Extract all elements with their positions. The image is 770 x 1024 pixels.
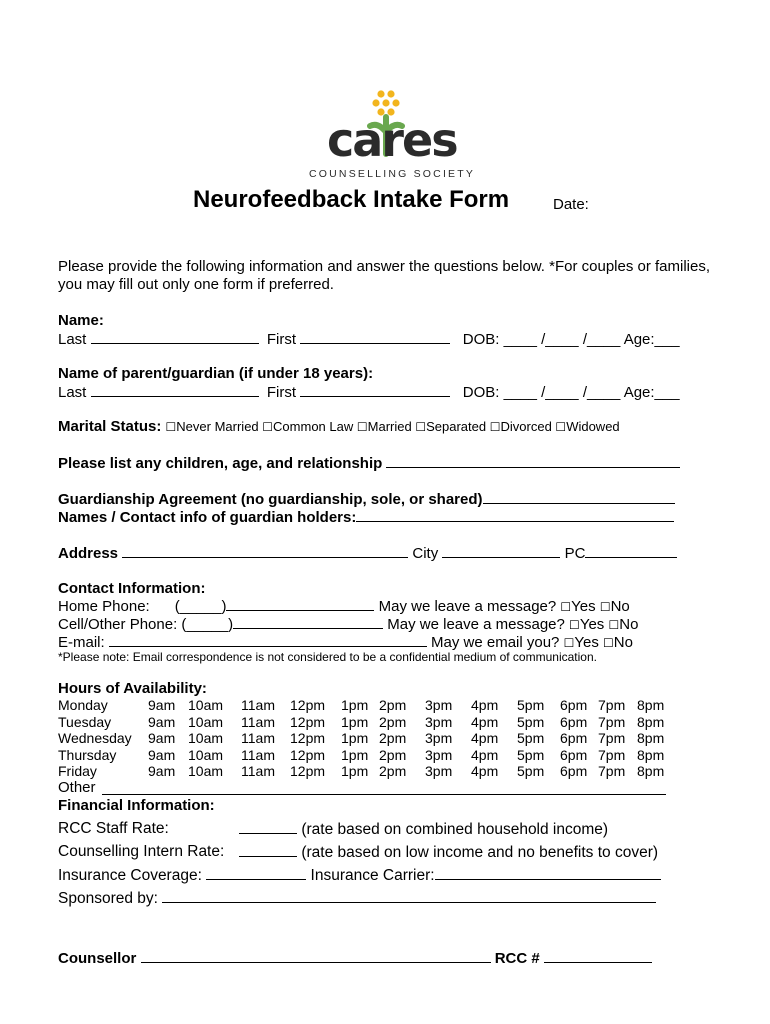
pc-field[interactable] (585, 544, 677, 558)
last-label: Last (58, 331, 87, 348)
time-slot[interactable]: 9am (148, 763, 176, 779)
time-slot[interactable]: 3pm (425, 746, 453, 763)
other-row (58, 779, 96, 797)
day-label: Tuesday (58, 713, 112, 730)
city-field[interactable] (442, 544, 560, 558)
counsellor-label: Counsellor (58, 950, 137, 967)
sponsored-row (58, 889, 656, 908)
time-slot[interactable]: 4pm (471, 746, 499, 763)
time-slot[interactable]: 3pm (425, 697, 453, 713)
home-phone-row (58, 597, 630, 616)
logo-subtitle: COUNSELLING SOCIETY (309, 168, 476, 178)
time-slot[interactable]: 5pm (517, 713, 545, 730)
time-slot[interactable]: 10am (188, 746, 224, 763)
time-slot[interactable]: 4pm (471, 697, 499, 713)
last-field[interactable] (91, 330, 259, 344)
time-slot[interactable]: 9am (148, 713, 176, 730)
marital-row (58, 418, 620, 436)
carrier-label: Insurance Carrier: (310, 867, 435, 884)
hours-heading: Hours of Availability: (58, 680, 207, 697)
time-slot[interactable]: 1pm (341, 763, 369, 779)
time-slot[interactable]: 10am (188, 697, 224, 713)
time-slot[interactable]: 7pm (598, 713, 626, 730)
email-field[interactable] (109, 633, 427, 647)
checkbox-icon[interactable]: ☐ (165, 420, 177, 434)
counsellor-field[interactable] (141, 949, 491, 963)
city-label: City (412, 545, 439, 562)
checkbox-icon[interactable]: ☐ (569, 618, 580, 632)
guardianship-row (58, 490, 675, 509)
home-phone-area[interactable]: (_____) (174, 598, 227, 615)
no-label: No (619, 616, 639, 633)
message-question: May we leave a message? (378, 598, 557, 615)
checkbox-icon[interactable]: ☐ (262, 420, 274, 434)
time-slot[interactable]: 4pm (471, 730, 499, 746)
time-slot[interactable]: 1pm (341, 697, 369, 713)
time-slot[interactable]: 6pm (560, 713, 588, 730)
checkbox-icon[interactable]: ☐ (599, 600, 611, 614)
email-note: *Please note: Email correspondence is not considered to be a confidential medium of communication. (58, 650, 597, 664)
intern-rate-field[interactable] (239, 843, 297, 857)
time-slot[interactable]: 8pm (637, 746, 665, 763)
time-slot[interactable]: 2pm (379, 730, 407, 746)
time-slot[interactable]: 1pm (341, 713, 369, 730)
time-slot[interactable]: 8pm (637, 697, 665, 713)
time-slot[interactable]: 2pm (379, 697, 407, 713)
cell-phone-label[interactable]: Cell/Other Phone: (_____) (58, 616, 234, 633)
time-slot[interactable]: 5pm (517, 730, 545, 746)
children-label: Please list any children, age, and relationship (58, 455, 383, 472)
time-slot[interactable]: 8pm (637, 763, 665, 779)
counsellor-row (58, 949, 652, 968)
guardian-holders-field[interactable] (356, 508, 674, 522)
email-question: May we email you? (431, 634, 560, 651)
time-slot[interactable]: 9am (148, 730, 176, 746)
sponsored-label: Sponsored by: (58, 890, 158, 907)
intro-line-1: Please provide the following information and answer the questions below. *For couples or families, (58, 258, 711, 275)
time-slot[interactable]: 11am (241, 713, 275, 730)
page-title: Neurofeedback Intake Form (193, 186, 510, 213)
time-slot[interactable]: 9am (148, 746, 176, 763)
contact-heading: Contact Information: (58, 580, 206, 597)
time-slot[interactable]: 11am (241, 763, 275, 779)
date-label: Date: (553, 196, 589, 213)
age-label[interactable]: Age:___ (623, 331, 680, 348)
time-slot[interactable]: 1pm (341, 746, 369, 763)
time-slot[interactable]: 10am (188, 730, 224, 746)
cell-phone-field[interactable] (233, 615, 383, 629)
guardian-heading: Name of parent/guardian (if under 18 years): (58, 365, 374, 382)
intern-rate-label: Counselling Intern Rate: (58, 843, 225, 860)
hours-row (58, 763, 678, 779)
insurance-label: Insurance Coverage: (58, 867, 202, 884)
time-slot[interactable]: 8pm (637, 713, 665, 730)
intern-rate-row (58, 843, 224, 861)
time-slot[interactable]: 2pm (379, 746, 407, 763)
financial-heading: Financial Information: (58, 797, 215, 814)
checkbox-icon[interactable]: ☐ (555, 420, 567, 434)
intern-rate-note: (rate based on low income and no benefits to cover) (301, 844, 659, 861)
marital-option: Separated (426, 419, 487, 434)
time-slot[interactable]: 6pm (560, 746, 588, 763)
checkbox-icon[interactable]: ☐ (560, 600, 572, 614)
time-slot[interactable]: 4pm (471, 713, 499, 730)
guardian-row (58, 383, 680, 402)
time-slot[interactable]: 11am (241, 730, 275, 746)
staff-rate-amount-row (239, 820, 608, 839)
time-slot[interactable]: 7pm (598, 730, 626, 746)
guardian-last-label: Last (58, 384, 87, 401)
time-slot[interactable]: 3pm (425, 713, 453, 730)
time-slot[interactable]: 10am (188, 763, 224, 779)
time-slot[interactable]: 10am (188, 713, 224, 730)
hours-row (58, 697, 678, 713)
guardian-holders-label: Names / Contact info of guardian holders: (58, 509, 357, 526)
time-slot[interactable]: 5pm (517, 763, 545, 779)
time-slot[interactable]: 9am (148, 697, 176, 713)
time-slot[interactable]: 11am (241, 746, 275, 763)
name-row (58, 330, 680, 349)
address-field[interactable] (122, 544, 408, 558)
day-label: Thursday (58, 746, 117, 763)
time-slot[interactable]: 12pm (290, 713, 326, 730)
guardian-first-label: First (266, 384, 297, 401)
email-label: E-mail: (58, 634, 105, 651)
time-slot[interactable]: 5pm (517, 697, 545, 713)
hours-row (58, 747, 678, 763)
staff-rate-row (58, 820, 169, 838)
time-slot[interactable]: 5pm (517, 746, 545, 763)
marital-option: Widowed (566, 419, 620, 434)
guardianship-field[interactable] (483, 490, 675, 504)
hours-row (58, 714, 678, 730)
cell-phone-row (58, 615, 638, 634)
checkbox-icon[interactable]: ☐ (415, 420, 427, 434)
insurance-field[interactable] (206, 866, 306, 880)
time-slot[interactable]: 1pm (341, 730, 369, 746)
pc-label: PC (564, 545, 586, 562)
day-label: Friday (58, 763, 97, 779)
day-label: Monday (58, 697, 108, 713)
address-row (58, 544, 677, 563)
checkbox-icon[interactable]: ☐ (563, 636, 575, 650)
rcc-field[interactable] (544, 949, 652, 963)
time-slot[interactable]: 3pm (425, 763, 453, 779)
other-label: Other (58, 779, 96, 796)
checkbox-icon[interactable]: ☐ (603, 636, 614, 650)
other-field[interactable] (102, 794, 666, 795)
sponsored-field[interactable] (162, 889, 656, 903)
carrier-field[interactable] (435, 866, 661, 880)
guardianship-label: Guardianship Agreement (no guardianship, sole, or shared) (58, 491, 483, 508)
intern-rate-amount-row (239, 843, 658, 862)
insurance-row (58, 866, 661, 885)
intro-line-2: you may fill out only one form if preferred. (58, 276, 334, 293)
staff-rate-field[interactable] (239, 820, 297, 834)
logo (300, 86, 490, 178)
time-slot[interactable]: 12pm (290, 730, 326, 746)
time-slot[interactable]: 12pm (290, 746, 326, 763)
time-slot[interactable]: 6pm (560, 697, 588, 713)
yes-label: Yes (579, 616, 605, 633)
yes-label: Yes (574, 634, 599, 651)
time-slot[interactable]: 12pm (290, 763, 326, 779)
name-heading: Name: (58, 312, 104, 329)
children-row (58, 454, 680, 473)
home-phone-field[interactable] (226, 597, 374, 611)
time-slot[interactable]: 2pm (379, 763, 407, 779)
yes-label: Yes (571, 598, 596, 615)
time-slot[interactable]: 2pm (379, 713, 407, 730)
checkbox-icon[interactable]: ☐ (489, 420, 501, 434)
flower-dots-icon (372, 90, 399, 115)
time-slot[interactable]: 3pm (425, 730, 453, 746)
cares-logo-graphic (300, 86, 490, 178)
marital-option: Never Married (176, 419, 259, 434)
time-slot[interactable]: 4pm (471, 763, 499, 779)
dob-label[interactable]: DOB: ____ /____ /____ (462, 331, 621, 348)
time-slot[interactable]: 7pm (598, 763, 626, 779)
first-field[interactable] (300, 330, 450, 344)
home-phone-label: Home Phone: (58, 598, 150, 615)
guardian-age-label[interactable]: Age:___ (623, 384, 680, 401)
staff-rate-label: RCC Staff Rate: (58, 820, 169, 837)
guardian-holders-row (58, 508, 674, 527)
no-label: No (610, 598, 630, 615)
address-label: Address (58, 545, 119, 562)
guardian-last-field[interactable] (91, 383, 259, 397)
time-slot[interactable]: 8pm (637, 730, 665, 746)
guardian-dob-label[interactable]: DOB: ____ /____ /____ (462, 384, 621, 401)
first-label: First (266, 331, 297, 348)
staff-rate-note: (rate based on combined household income) (301, 821, 609, 838)
message-question: May we leave a message? (387, 616, 565, 633)
time-slot[interactable]: 12pm (290, 697, 326, 713)
checkbox-icon[interactable]: ☐ (608, 618, 620, 632)
hours-row (58, 730, 678, 746)
rcc-label: RCC # (494, 950, 540, 967)
guardian-first-field[interactable] (300, 383, 450, 397)
time-slot[interactable]: 7pm (598, 746, 626, 763)
time-slot[interactable]: 6pm (560, 730, 588, 746)
time-slot[interactable]: 6pm (560, 763, 588, 779)
checkbox-icon[interactable]: ☐ (356, 420, 368, 434)
children-field[interactable] (386, 454, 680, 468)
marital-option: Divorced (500, 419, 552, 434)
time-slot[interactable]: 11am (241, 697, 275, 713)
time-slot[interactable]: 7pm (598, 697, 626, 713)
no-label: No (613, 634, 633, 651)
marital-label: Marital Status: (58, 418, 162, 435)
marital-option: Common Law (273, 419, 354, 434)
logo-wordmark: cares (327, 113, 457, 167)
marital-option: Married (367, 419, 412, 434)
day-label: Wednesday (58, 730, 132, 746)
